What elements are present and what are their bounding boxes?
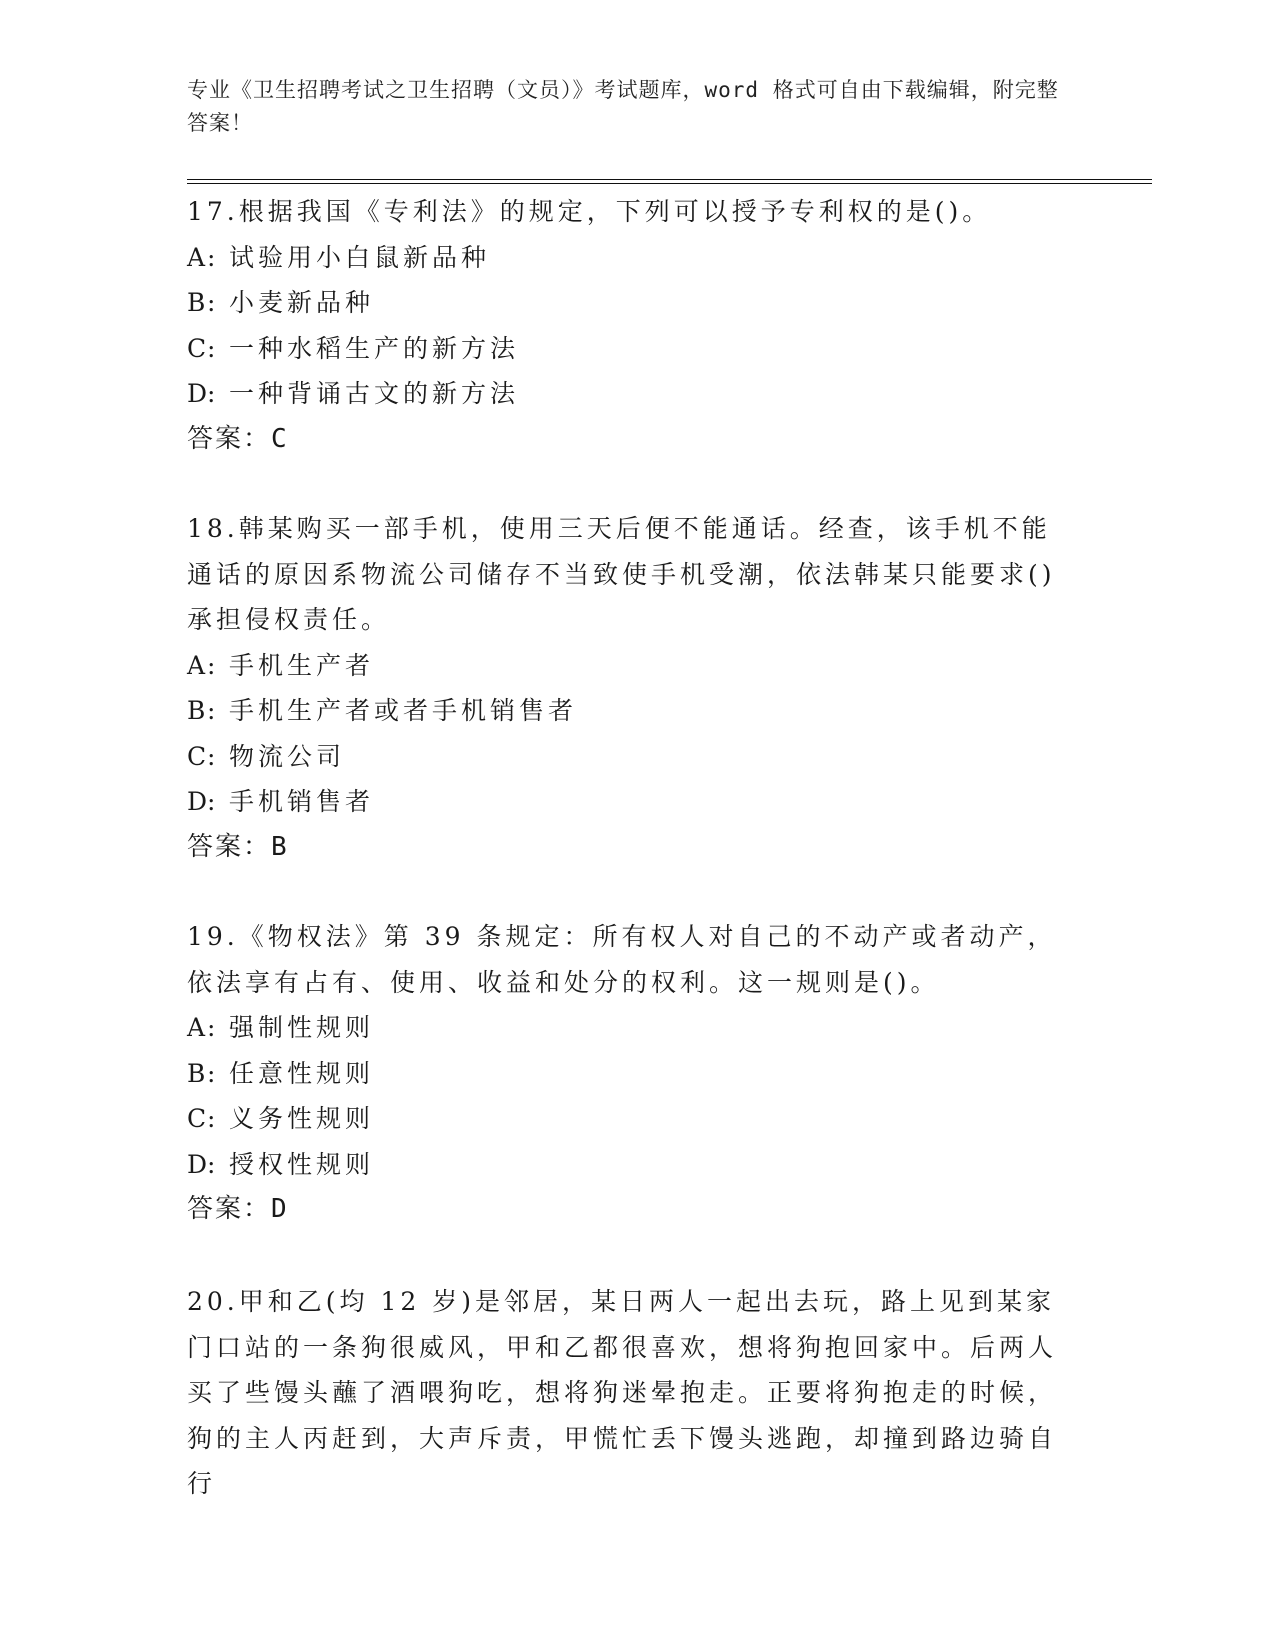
answer-value: B <box>271 831 287 862</box>
option-separator: : <box>207 1104 216 1133</box>
option-letter: C <box>187 333 207 363</box>
answer-label: 答案： <box>187 423 272 454</box>
option-a <box>187 235 1077 281</box>
option-c <box>187 1096 1077 1142</box>
option-text: 手机销售者 <box>229 787 375 816</box>
answer-label: 答案： <box>187 1194 272 1224</box>
header-divider-second <box>187 183 1152 184</box>
answer-value: D <box>271 1194 287 1224</box>
answer <box>187 1187 1077 1233</box>
option-separator: : <box>207 696 216 725</box>
option-letter: C <box>187 1104 207 1133</box>
option-separator: : <box>207 1058 216 1088</box>
option-separator: : <box>207 242 216 272</box>
option-text: 任意性规则 <box>229 1058 375 1088</box>
option-letter: C <box>187 741 207 771</box>
option-c <box>187 734 1077 780</box>
option-text: 手机生产者或者手机销售者 <box>229 696 578 725</box>
option-text: 手机生产者 <box>229 650 375 680</box>
option-text: 物流公司 <box>229 741 346 771</box>
option-separator: : <box>207 650 216 680</box>
option-letter: B <box>187 288 206 317</box>
question-stem: 18.韩某购买一部手机，使用三天后便不能通话。经查，该手机不能通话的原因系物流公司储存不当致使手机受潮，依法韩某只能要求()承担侵权责任。 <box>187 514 1056 634</box>
option-letter: D <box>187 787 208 816</box>
option-letter: A <box>187 1013 206 1042</box>
option-letter: B <box>187 1058 206 1088</box>
option-separator: : <box>207 787 216 816</box>
option-separator: : <box>207 379 216 408</box>
answer-label: 答案： <box>187 831 272 862</box>
option-letter: D <box>187 1149 208 1179</box>
option-separator: : <box>207 288 216 317</box>
option-separator: : <box>207 1149 216 1179</box>
option-b <box>187 1051 1077 1097</box>
option-text: 小麦新品种 <box>229 288 375 317</box>
answer <box>187 417 1077 463</box>
question-20 <box>187 1279 1077 1507</box>
option-separator: : <box>207 741 216 771</box>
option-letter: D <box>187 379 208 408</box>
option-letter: A <box>187 242 206 272</box>
option-b <box>187 280 1077 326</box>
option-b <box>187 688 1077 734</box>
option-d <box>187 371 1077 417</box>
option-text: 试验用小白鼠新品种 <box>229 242 491 272</box>
option-text: 强制性规则 <box>229 1013 375 1042</box>
question-18 <box>187 506 1077 870</box>
option-separator: : <box>207 333 216 363</box>
option-text: 一种背诵古文的新方法 <box>229 379 520 408</box>
header-divider <box>187 179 1152 180</box>
question-19 <box>187 914 1077 1233</box>
option-separator: : <box>207 1013 216 1042</box>
option-a <box>187 1005 1077 1051</box>
answer-value: C <box>271 423 287 454</box>
answer <box>187 825 1077 871</box>
question-17 <box>187 189 1077 462</box>
option-text: 一种水稻生产的新方法 <box>229 333 520 363</box>
option-letter: A <box>187 650 206 680</box>
question-stem: 17.根据我国《专利法》的规定，下列可以授予专利权的是()。 <box>187 197 992 226</box>
option-d <box>187 779 1077 825</box>
question-stem: 19.《物权法》第 39 条规定：所有权人对自己的不动产或者动产，依法享有占有、使用、收益和处分的权利。这一规则是()。 <box>187 922 1057 997</box>
option-letter: B <box>187 696 206 725</box>
option-d <box>187 1142 1077 1188</box>
option-c <box>187 326 1077 372</box>
option-a <box>187 643 1077 689</box>
option-text: 义务性规则 <box>229 1104 375 1133</box>
option-text: 授权性规则 <box>229 1149 375 1179</box>
document-intro: 专业《卫生招聘考试之卫生招聘（文员）》考试题库，word 格式可自由下载编辑，附完整答案！ <box>187 78 1059 135</box>
question-stem: 20.甲和乙(均 12 岁)是邻居，某日两人一起出去玩，路上见到某家门口站的一条狗很威风，甲和乙都很喜欢，想将狗抱回家中。后两人买了些馒头蘸了酒喂狗吃，想将狗迷晕抱走。正要将狗抱走的时候，狗的主人丙赶到，大声斥责，甲慌忙丢下馒头逃跑，却撞到路边骑自行 <box>187 1287 1058 1498</box>
